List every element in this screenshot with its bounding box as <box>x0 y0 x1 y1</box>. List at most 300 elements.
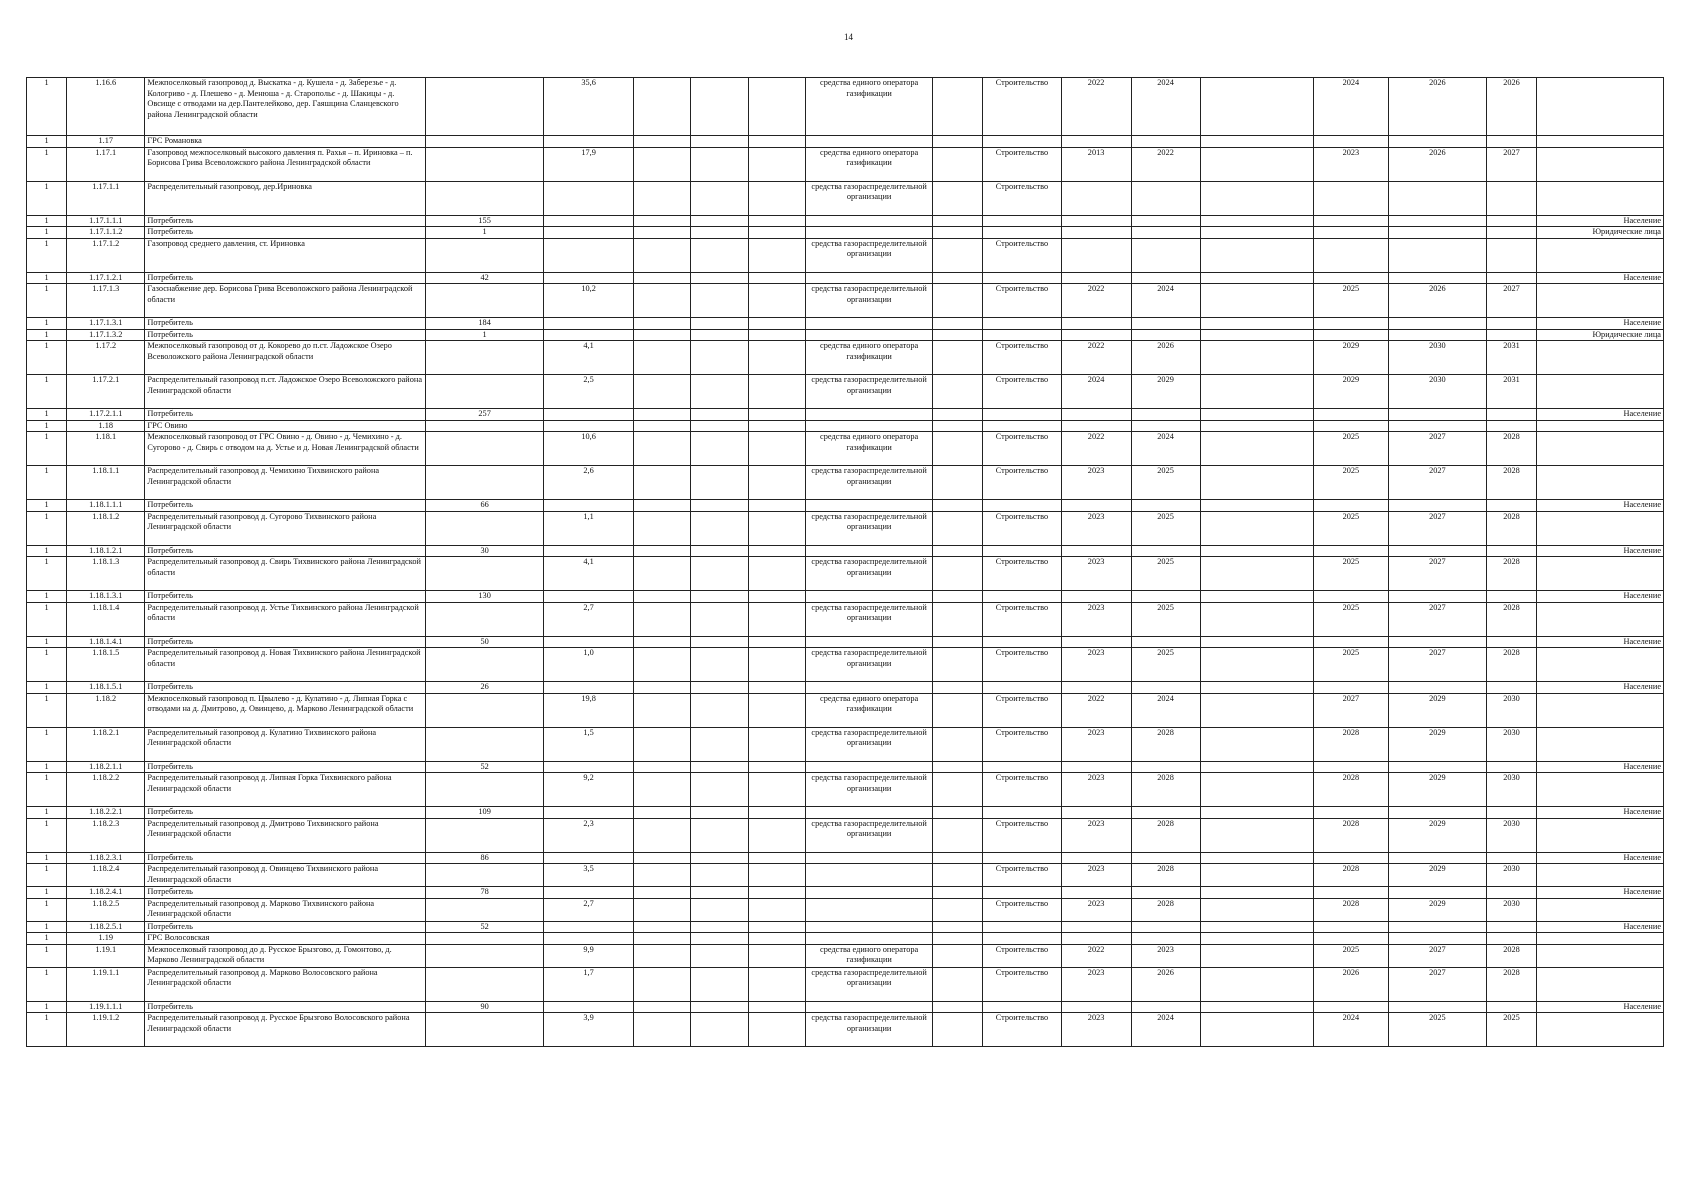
year-5-cell <box>1486 682 1536 694</box>
empty-cell <box>634 852 691 864</box>
table-row <box>27 215 1664 227</box>
work-type-cell <box>983 272 1061 284</box>
funding-source-cell <box>806 545 933 557</box>
empty-cell <box>1200 466 1313 500</box>
year-4-cell <box>1388 1001 1486 1013</box>
consumers-cell: 130 <box>426 591 543 603</box>
empty-cell <box>1200 227 1313 239</box>
empty-cell <box>691 602 749 636</box>
consumers-cell: 26 <box>426 682 543 694</box>
consumer-category-cell <box>1537 693 1664 727</box>
empty-cell <box>691 887 749 899</box>
length-cell <box>543 136 634 148</box>
empty-cell <box>932 727 982 761</box>
funding-source-cell <box>806 852 933 864</box>
empty-cell <box>748 147 806 181</box>
year-start-cell: 2022 <box>1061 78 1131 136</box>
year-5-cell: 2031 <box>1486 375 1536 409</box>
year-5-cell <box>1486 500 1536 512</box>
object-name-cell: Потребитель <box>145 500 426 512</box>
year-4-cell: 2029 <box>1388 818 1486 852</box>
work-type-cell: Строительство <box>983 147 1061 181</box>
empty-cell <box>1200 898 1313 921</box>
empty-cell <box>1200 818 1313 852</box>
empty-cell <box>691 147 749 181</box>
consumers-cell <box>426 78 543 136</box>
empty-cell <box>691 1001 749 1013</box>
empty-cell <box>1200 272 1313 284</box>
table-row <box>27 181 1664 215</box>
year-5-cell <box>1486 545 1536 557</box>
empty-cell <box>932 602 982 636</box>
year-3-cell <box>1313 921 1388 933</box>
table-row <box>27 693 1664 727</box>
level-cell: 1 <box>27 341 67 375</box>
object-name-cell: Потребитель <box>145 1001 426 1013</box>
consumer-category-cell <box>1537 1013 1664 1047</box>
consumers-cell <box>426 933 543 945</box>
empty-cell <box>1200 341 1313 375</box>
table-row <box>27 227 1664 239</box>
empty-cell <box>1200 1013 1313 1047</box>
year-4-cell: 2025 <box>1388 1013 1486 1047</box>
empty-cell <box>1200 1001 1313 1013</box>
empty-cell <box>1200 648 1313 682</box>
consumers-cell <box>426 136 543 148</box>
year-start-cell <box>1061 272 1131 284</box>
code-cell: 1.18.2 <box>67 693 145 727</box>
table-row <box>27 545 1664 557</box>
year-5-cell <box>1486 227 1536 239</box>
empty-cell <box>634 682 691 694</box>
empty-cell <box>1200 215 1313 227</box>
length-cell: 10,6 <box>543 432 634 466</box>
empty-cell <box>1200 78 1313 136</box>
empty-cell <box>748 432 806 466</box>
empty-cell <box>634 864 691 887</box>
year-4-cell: 2027 <box>1388 466 1486 500</box>
consumer-category-cell <box>1537 341 1664 375</box>
object-name-cell: Потребитель <box>145 636 426 648</box>
year-start-cell <box>1061 227 1131 239</box>
length-cell: 2,5 <box>543 375 634 409</box>
level-cell: 1 <box>27 967 67 1001</box>
level-cell: 1 <box>27 602 67 636</box>
year-5-cell: 2028 <box>1486 648 1536 682</box>
empty-cell <box>1200 284 1313 318</box>
length-cell <box>543 591 634 603</box>
level-cell: 1 <box>27 761 67 773</box>
year-3-cell: 2025 <box>1313 284 1388 318</box>
empty-cell <box>691 773 749 807</box>
empty-cell <box>691 375 749 409</box>
empty-cell <box>1200 967 1313 1001</box>
empty-cell <box>1200 727 1313 761</box>
table-row <box>27 1013 1664 1047</box>
year-end-cell <box>1131 545 1200 557</box>
empty-cell <box>748 807 806 819</box>
consumer-category-cell <box>1537 818 1664 852</box>
object-name-cell: Потребитель <box>145 887 426 899</box>
level-cell: 1 <box>27 284 67 318</box>
funding-source-cell <box>806 864 933 887</box>
level-cell: 1 <box>27 409 67 421</box>
empty-cell <box>1200 944 1313 967</box>
empty-cell <box>634 215 691 227</box>
year-start-cell: 2022 <box>1061 693 1131 727</box>
year-start-cell <box>1061 933 1131 945</box>
table-row <box>27 432 1664 466</box>
year-3-cell: 2029 <box>1313 375 1388 409</box>
empty-cell <box>748 409 806 421</box>
object-name-cell: Газоснабжение дер. Борисова Грива Всеволожского района Ленинградской области <box>145 284 426 318</box>
table-row <box>27 1001 1664 1013</box>
consumer-category-cell <box>1537 773 1664 807</box>
year-5-cell <box>1486 807 1536 819</box>
level-cell: 1 <box>27 887 67 899</box>
year-3-cell <box>1313 420 1388 432</box>
object-name-cell: Распределительный газопровод д. Дмитрово Тихвинского района Ленинградской области <box>145 818 426 852</box>
object-name-cell: Потребитель <box>145 318 426 330</box>
consumer-category-cell: Население <box>1537 887 1664 899</box>
empty-cell <box>634 500 691 512</box>
year-5-cell <box>1486 761 1536 773</box>
funding-source-cell <box>806 933 933 945</box>
length-cell <box>543 329 634 341</box>
object-name-cell: Распределительный газопровод д. Овинцево Тихвинского района Ленинградской области <box>145 864 426 887</box>
table-row <box>27 329 1664 341</box>
empty-cell <box>691 944 749 967</box>
length-cell: 2,7 <box>543 602 634 636</box>
funding-source-cell: средства газораспределительной организации <box>806 466 933 500</box>
empty-cell <box>634 557 691 591</box>
empty-cell <box>748 78 806 136</box>
empty-cell <box>748 818 806 852</box>
empty-cell <box>932 181 982 215</box>
work-type-cell: Строительство <box>983 727 1061 761</box>
consumers-cell <box>426 375 543 409</box>
funding-source-cell <box>806 921 933 933</box>
consumers-cell: 257 <box>426 409 543 421</box>
year-end-cell: 2025 <box>1131 557 1200 591</box>
code-cell: 1.17.2 <box>67 341 145 375</box>
year-start-cell: 2023 <box>1061 557 1131 591</box>
code-cell: 1.17.1.3.1 <box>67 318 145 330</box>
year-start-cell <box>1061 887 1131 899</box>
year-3-cell <box>1313 318 1388 330</box>
work-type-cell: Строительство <box>983 944 1061 967</box>
empty-cell <box>1200 682 1313 694</box>
year-end-cell <box>1131 318 1200 330</box>
year-5-cell: 2030 <box>1486 864 1536 887</box>
table-row <box>27 466 1664 500</box>
empty-cell <box>932 466 982 500</box>
year-end-cell: 2028 <box>1131 898 1200 921</box>
object-name-cell: Распределительный газопровод д. Липная Горка Тихвинского района Ленинградской области <box>145 773 426 807</box>
empty-cell <box>748 557 806 591</box>
work-type-cell <box>983 933 1061 945</box>
work-type-cell: Строительство <box>983 511 1061 545</box>
consumers-cell <box>426 181 543 215</box>
year-3-cell: 2028 <box>1313 818 1388 852</box>
code-cell: 1.17.1.1.2 <box>67 227 145 239</box>
empty-cell <box>691 864 749 887</box>
year-start-cell <box>1061 329 1131 341</box>
length-cell <box>543 181 634 215</box>
consumers-cell: 52 <box>426 761 543 773</box>
empty-cell <box>748 682 806 694</box>
empty-cell <box>748 761 806 773</box>
work-type-cell: Строительство <box>983 648 1061 682</box>
empty-cell <box>932 136 982 148</box>
consumer-category-cell: Юридические лица <box>1537 329 1664 341</box>
year-4-cell <box>1388 682 1486 694</box>
table-row <box>27 967 1664 1001</box>
empty-cell <box>748 1001 806 1013</box>
empty-cell <box>691 636 749 648</box>
empty-cell <box>634 466 691 500</box>
empty-cell <box>748 773 806 807</box>
table-row <box>27 591 1664 603</box>
year-3-cell: 2025 <box>1313 944 1388 967</box>
year-start-cell: 2023 <box>1061 864 1131 887</box>
level-cell: 1 <box>27 466 67 500</box>
level-cell: 1 <box>27 807 67 819</box>
object-name-cell: Потребитель <box>145 329 426 341</box>
consumers-cell: 155 <box>426 215 543 227</box>
year-end-cell: 2023 <box>1131 944 1200 967</box>
empty-cell <box>691 500 749 512</box>
empty-cell <box>691 727 749 761</box>
work-type-cell: Строительство <box>983 78 1061 136</box>
year-start-cell: 2022 <box>1061 341 1131 375</box>
work-type-cell: Строительство <box>983 284 1061 318</box>
table-row <box>27 807 1664 819</box>
year-5-cell <box>1486 591 1536 603</box>
year-start-cell <box>1061 136 1131 148</box>
code-cell: 1.18.2.5.1 <box>67 921 145 933</box>
code-cell: 1.18.1.2.1 <box>67 545 145 557</box>
year-3-cell: 2025 <box>1313 557 1388 591</box>
year-start-cell <box>1061 181 1131 215</box>
object-name-cell: Распределительный газопровод, дер.Ириновка <box>145 181 426 215</box>
level-cell: 1 <box>27 682 67 694</box>
year-5-cell <box>1486 636 1536 648</box>
consumers-cell: 1 <box>426 227 543 239</box>
level-cell: 1 <box>27 648 67 682</box>
year-start-cell: 2023 <box>1061 511 1131 545</box>
code-cell: 1.19 <box>67 933 145 945</box>
table-row <box>27 375 1664 409</box>
length-cell: 4,1 <box>543 557 634 591</box>
consumers-cell <box>426 284 543 318</box>
level-cell: 1 <box>27 693 67 727</box>
consumers-cell <box>426 557 543 591</box>
empty-cell <box>634 648 691 682</box>
year-4-cell <box>1388 933 1486 945</box>
table-row <box>27 921 1664 933</box>
year-5-cell <box>1486 852 1536 864</box>
empty-cell <box>634 341 691 375</box>
empty-cell <box>1200 807 1313 819</box>
code-cell: 1.16.6 <box>67 78 145 136</box>
code-cell: 1.18.1 <box>67 432 145 466</box>
year-4-cell: 2030 <box>1388 375 1486 409</box>
empty-cell <box>748 420 806 432</box>
work-type-cell: Строительство <box>983 432 1061 466</box>
empty-cell <box>634 636 691 648</box>
consumers-cell <box>426 773 543 807</box>
funding-source-cell <box>806 591 933 603</box>
table-body <box>27 78 1664 1047</box>
code-cell: 1.19.1.1 <box>67 967 145 1001</box>
consumers-cell: 86 <box>426 852 543 864</box>
level-cell: 1 <box>27 1001 67 1013</box>
work-type-cell <box>983 591 1061 603</box>
year-4-cell: 2029 <box>1388 727 1486 761</box>
year-3-cell: 2028 <box>1313 727 1388 761</box>
year-start-cell <box>1061 420 1131 432</box>
length-cell <box>543 238 634 272</box>
level-cell: 1 <box>27 420 67 432</box>
year-4-cell <box>1388 500 1486 512</box>
consumer-category-cell: Население <box>1537 807 1664 819</box>
year-3-cell <box>1313 136 1388 148</box>
consumer-category-cell <box>1537 181 1664 215</box>
empty-cell <box>748 136 806 148</box>
object-name-cell: Потребитель <box>145 682 426 694</box>
table-row <box>27 318 1664 330</box>
funding-source-cell <box>806 636 933 648</box>
empty-cell <box>634 818 691 852</box>
consumers-cell <box>426 693 543 727</box>
empty-cell <box>691 272 749 284</box>
empty-cell <box>691 227 749 239</box>
empty-cell <box>691 341 749 375</box>
work-type-cell: Строительство <box>983 967 1061 1001</box>
year-4-cell <box>1388 887 1486 899</box>
code-cell: 1.17.2.1.1 <box>67 409 145 421</box>
code-cell: 1.18.1.3.1 <box>67 591 145 603</box>
year-end-cell <box>1131 227 1200 239</box>
empty-cell <box>634 420 691 432</box>
table-row <box>27 500 1664 512</box>
year-end-cell: 2028 <box>1131 818 1200 852</box>
year-3-cell <box>1313 181 1388 215</box>
empty-cell <box>691 318 749 330</box>
length-cell <box>543 272 634 284</box>
empty-cell <box>748 284 806 318</box>
empty-cell <box>1200 181 1313 215</box>
consumers-cell: 42 <box>426 272 543 284</box>
empty-cell <box>634 432 691 466</box>
empty-cell <box>748 727 806 761</box>
consumer-category-cell: Население <box>1537 761 1664 773</box>
empty-cell <box>1200 318 1313 330</box>
year-4-cell <box>1388 921 1486 933</box>
funding-source-cell <box>806 898 933 921</box>
level-cell: 1 <box>27 375 67 409</box>
empty-cell <box>634 967 691 1001</box>
code-cell: 1.18.1.2 <box>67 511 145 545</box>
funding-source-cell <box>806 807 933 819</box>
empty-cell <box>748 215 806 227</box>
year-5-cell <box>1486 1001 1536 1013</box>
year-3-cell <box>1313 852 1388 864</box>
object-name-cell: Распределительный газопровод д. Марково Волосовского района Ленинградской области <box>145 967 426 1001</box>
empty-cell <box>932 921 982 933</box>
year-end-cell: 2025 <box>1131 648 1200 682</box>
consumer-category-cell: Население <box>1537 409 1664 421</box>
year-5-cell: 2027 <box>1486 147 1536 181</box>
level-cell: 1 <box>27 933 67 945</box>
year-end-cell <box>1131 636 1200 648</box>
year-end-cell <box>1131 238 1200 272</box>
empty-cell <box>1200 761 1313 773</box>
year-5-cell <box>1486 318 1536 330</box>
level-cell: 1 <box>27 318 67 330</box>
empty-cell <box>691 967 749 1001</box>
empty-cell <box>634 591 691 603</box>
empty-cell <box>1200 500 1313 512</box>
funding-source-cell: средства единого оператора газификации <box>806 693 933 727</box>
empty-cell <box>748 511 806 545</box>
code-cell: 1.17.1.1 <box>67 181 145 215</box>
code-cell: 1.18.1.4 <box>67 602 145 636</box>
work-type-cell <box>983 887 1061 899</box>
empty-cell <box>691 557 749 591</box>
length-cell <box>543 807 634 819</box>
empty-cell <box>1200 375 1313 409</box>
year-5-cell <box>1486 420 1536 432</box>
year-start-cell: 2022 <box>1061 284 1131 318</box>
empty-cell <box>634 898 691 921</box>
work-type-cell <box>983 852 1061 864</box>
year-5-cell <box>1486 933 1536 945</box>
year-end-cell: 2024 <box>1131 693 1200 727</box>
year-3-cell <box>1313 933 1388 945</box>
year-5-cell <box>1486 238 1536 272</box>
year-4-cell: 2026 <box>1388 78 1486 136</box>
work-type-cell: Строительство <box>983 238 1061 272</box>
empty-cell <box>634 761 691 773</box>
consumers-cell <box>426 967 543 1001</box>
work-type-cell: Строительство <box>983 602 1061 636</box>
consumer-category-cell <box>1537 967 1664 1001</box>
object-name-cell: Газопровод среднего давления, ст. Ириновка <box>145 238 426 272</box>
empty-cell <box>634 1001 691 1013</box>
funding-source-cell: средства газораспределительной организации <box>806 511 933 545</box>
funding-source-cell <box>806 1001 933 1013</box>
empty-cell <box>932 761 982 773</box>
empty-cell <box>932 329 982 341</box>
length-cell <box>543 636 634 648</box>
empty-cell <box>932 807 982 819</box>
empty-cell <box>634 545 691 557</box>
year-4-cell <box>1388 318 1486 330</box>
work-type-cell <box>983 545 1061 557</box>
object-name-cell: ГРС Овино <box>145 420 426 432</box>
empty-cell <box>932 773 982 807</box>
year-4-cell: 2027 <box>1388 432 1486 466</box>
empty-cell <box>1200 409 1313 421</box>
empty-cell <box>748 1013 806 1047</box>
code-cell: 1.18.1.5.1 <box>67 682 145 694</box>
year-3-cell <box>1313 682 1388 694</box>
year-end-cell <box>1131 852 1200 864</box>
work-type-cell <box>983 1001 1061 1013</box>
empty-cell <box>932 147 982 181</box>
